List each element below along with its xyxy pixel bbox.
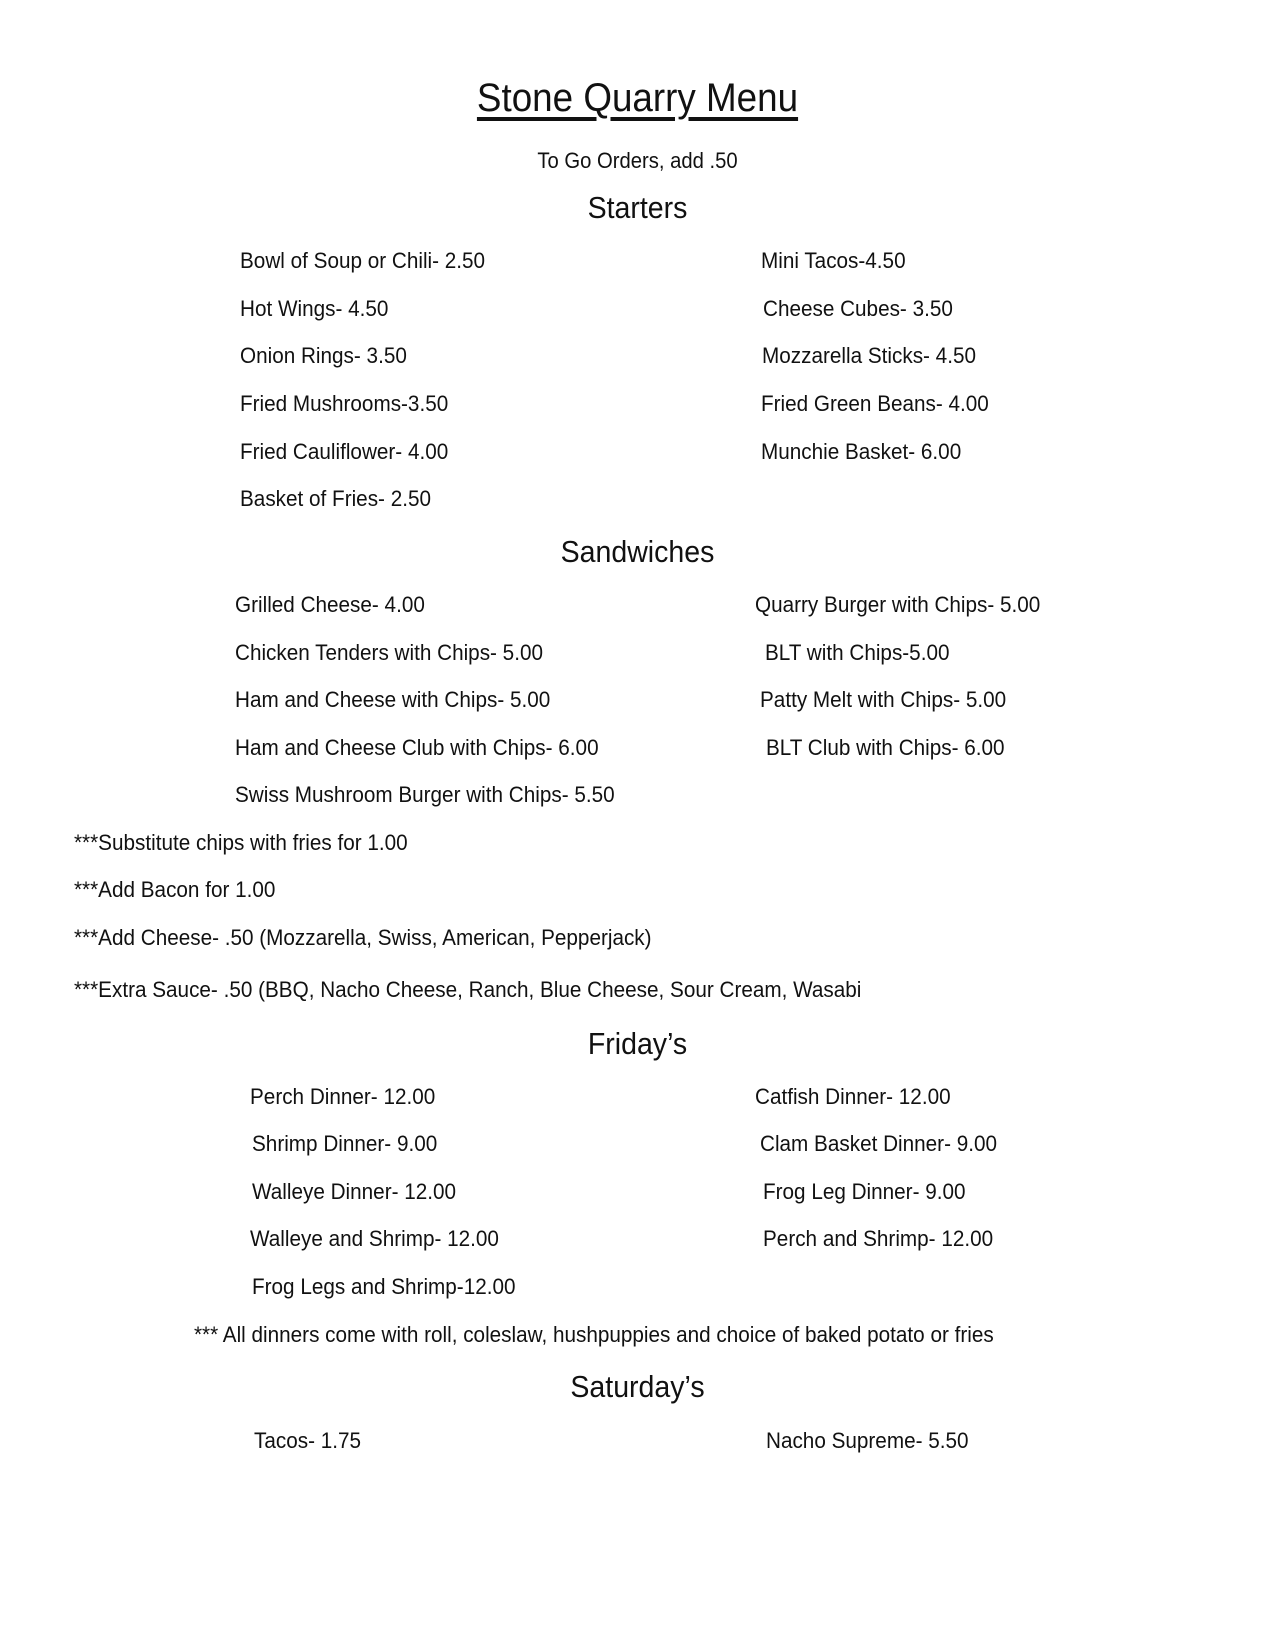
page-title: Stone Quarry Menu xyxy=(476,76,799,120)
menu-item: Tacos- 1.75 xyxy=(254,1428,362,1453)
menu-item: Fried Cauliflower- 4.00 xyxy=(240,439,449,464)
menu-item: Perch and Shrimp- 12.00 xyxy=(763,1226,994,1251)
sandwich-note: ***Substitute chips with fries for 1.00 xyxy=(74,830,408,855)
menu-item: Swiss Mushroom Burger with Chips- 5.50 xyxy=(235,782,615,807)
to-go-note: To Go Orders, add .50 xyxy=(537,148,738,173)
menu-item: Catfish Dinner- 12.00 xyxy=(755,1084,951,1109)
menu-item: Perch Dinner- 12.00 xyxy=(250,1084,436,1109)
menu-item: Quarry Burger with Chips- 5.00 xyxy=(755,592,1041,617)
menu-item: Fried Green Beans- 4.00 xyxy=(761,391,989,416)
menu-item: Patty Melt with Chips- 5.00 xyxy=(760,687,1007,712)
section-heading-saturdays: Saturday’s xyxy=(570,1369,705,1404)
menu-item: Clam Basket Dinner- 9.00 xyxy=(760,1131,998,1156)
sandwich-note: ***Extra Sauce- .50 (BBQ, Nacho Cheese, Ranch, Blue Cheese, Sour Cream, Wasabi xyxy=(74,977,862,1002)
menu-item: Fried Mushrooms-3.50 xyxy=(240,391,449,416)
menu-item: Cheese Cubes- 3.50 xyxy=(763,296,953,321)
menu-item: Munchie Basket- 6.00 xyxy=(761,439,962,464)
menu-item: Frog Legs and Shrimp-12.00 xyxy=(252,1274,516,1299)
menu-item: Basket of Fries- 2.50 xyxy=(240,486,431,511)
sandwich-note: ***Add Cheese- .50 (Mozzarella, Swiss, American, Pepperjack) xyxy=(74,925,652,950)
menu-item: Onion Rings- 3.50 xyxy=(240,343,407,368)
menu-item: Nacho Supreme- 5.50 xyxy=(766,1428,969,1453)
menu-item: BLT with Chips-5.00 xyxy=(765,640,950,665)
section-heading-fridays: Friday’s xyxy=(587,1026,688,1061)
menu-item: BLT Club with Chips- 6.00 xyxy=(766,735,1005,760)
sandwich-note: ***Add Bacon for 1.00 xyxy=(74,877,276,902)
fridays-dinner-note: *** All dinners come with roll, coleslaw, hushpuppies and choice of baked potato or fries xyxy=(194,1322,994,1347)
menu-item: Frog Leg Dinner- 9.00 xyxy=(763,1179,966,1204)
menu-item: Hot Wings- 4.50 xyxy=(240,296,389,321)
menu-item: Ham and Cheese with Chips- 5.00 xyxy=(235,687,551,712)
menu-item: Mini Tacos-4.50 xyxy=(761,248,906,273)
menu-item: Bowl of Soup or Chili- 2.50 xyxy=(240,248,486,273)
menu-item: Shrimp Dinner- 9.00 xyxy=(252,1131,438,1156)
menu-item: Walleye Dinner- 12.00 xyxy=(252,1179,457,1204)
menu-item: Walleye and Shrimp- 12.00 xyxy=(250,1226,499,1251)
section-heading-sandwiches: Sandwiches xyxy=(560,534,715,569)
section-heading-starters: Starters xyxy=(587,190,688,225)
menu-item: Mozzarella Sticks- 4.50 xyxy=(762,343,976,368)
menu-item: Ham and Cheese Club with Chips- 6.00 xyxy=(235,735,599,760)
menu-item: Chicken Tenders with Chips- 5.00 xyxy=(235,640,543,665)
menu-item: Grilled Cheese- 4.00 xyxy=(235,592,425,617)
